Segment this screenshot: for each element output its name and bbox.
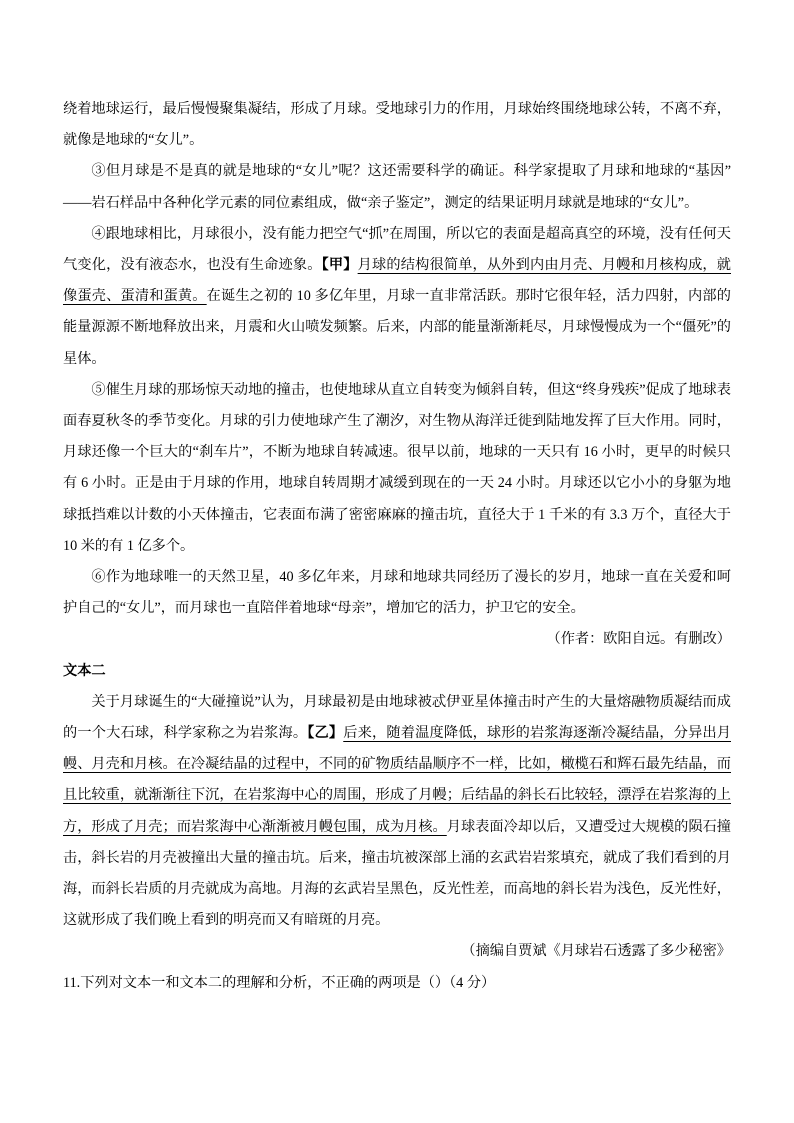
underlined-sentence-yi: 后来，随着温度降低，球形的岩浆海逐渐冷凝结晶，分异出月幔、月壳和月核。在冷凝结晶的过程中，不同的矿物质结晶顺序不一样，比如，橄榄石和辉石最先结晶，而且比较重，就渐渐往下沉，在岩浆海中心的周围，形成了月幔；后结晶的斜长石比较轻，漂浮在岩浆海的上方，形成了月壳；而岩浆海中心渐渐被月幔包围，成为月核。: [63, 725, 731, 835]
paragraph-2-continuation: [63, 94, 731, 156]
document-content: [63, 94, 731, 999]
text-one-attribution: [63, 624, 731, 655]
text-run: 在诞生之初的 10 多亿年里，月球一直非常活跃。那时它很年轻，活力四射，内部的能量源源不断地释放出来，月震和火山喷发频繁。后来，内部的能量渐渐耗尽，月球慢慢成为一个“僵死”的星体。: [63, 288, 731, 367]
text-run: ⑥作为地球唯一的天然卫星，40 多亿年来，月球和地球共同经历了漫长的岁月，地球一直在关爱和呵护自己的“女儿”，而月球也一直陪伴着地球“母亲”，增加它的活力，护卫它的安全。: [63, 569, 731, 617]
text-two-heading: [63, 656, 731, 687]
text-run: ③但月球是不是真的就是地球的“女儿”呢？这还需要科学的确证。科学家提取了月球和地球的“基因”——岩石样品中各种化学元素的同位素组成，做“亲子鉴定”，测定的结果证明月球就是地球的“女儿”。: [63, 163, 731, 211]
question-text: 11.下列对文本一和文本二的理解和分析，不正确的两项是（）（4 分）: [63, 974, 496, 991]
marker-jia: 【甲】: [321, 257, 358, 274]
paragraph-4: [63, 219, 731, 375]
paragraph-6: [63, 562, 731, 624]
question-11: [63, 968, 731, 999]
paragraph-5: [63, 375, 731, 562]
text-run: ④跟地球相比，月球很小，没有能力把空气“抓”在周围，所以它的表面是超高真空的环境，没有任何天气变化，没有液态水，也没有生命迹象。: [63, 225, 731, 274]
underlined-sentence-jia: 月球的结构很简单，从外到内由月壳、月幔和月核构成，就像蛋壳、蛋清和蛋黄。: [63, 257, 731, 305]
attribution-text: （作者：欧阳自远。有删改）: [546, 631, 731, 648]
attribution-text: （摘编自贾斌《月球岩石透露了多少秘密》: [461, 943, 731, 960]
heading-text: 文本二: [63, 662, 106, 679]
text-two-paragraph: [63, 687, 731, 937]
paragraph-3: [63, 156, 731, 218]
text-run: 关于月球诞生的“大碰撞说”认为，月球最初是由地球被忒伊亚星体撞击时产生的大量熔融物质凝结而成的一个大石球，科学家称之为岩浆海。: [63, 693, 731, 742]
marker-yi: 【乙】: [307, 725, 344, 742]
text-run: 月球表面冷却以后，又遭受过大规模的陨石撞击，斜长岩的月壳被撞出大量的撞击坑。后来，撞击坑被深部上涌的玄武岩岩浆填充，就成了我们看到的月海，而斜长岩质的月壳就成为高地。月海的玄武岩呈黑色，反光性差，而高地的斜长岩为浅色，反光性好，这就形成了我们晚上看到的明亮而又有暗斑的月亮。: [63, 818, 731, 929]
text-two-attribution: [63, 936, 731, 967]
text-run: 绕着地球运行，最后慢慢聚集凝结，形成了月球。受地球引力的作用，月球始终围绕地球公转，不离不弃，就像是地球的“女儿”。: [63, 101, 731, 149]
text-run: ⑤催生月球的那场惊天动地的撞击，也使地球从直立自转变为倾斜自转，但这“终身残疾”促成了地球表面春夏秋冬的季节变化。月球的引力使地球产生了潮汐，对生物从海洋迁徙到陆地发挥了巨大作用。同时，月球还像一个巨大的“刹车片”，不断为地球自转减速。很早以前，地球的一天只有 16 小时，更早的时候只有 6 小时。正是由于月球的作用，地球自转周期才减缓到现在的一天 24 小时。月球还以它小小的身躯为地球抵挡难以计数的小天体撞击，它表面布满了密密麻麻的撞击坑，直径大于 1 千米的有 3.3 万个，直径大于 10 米的有 1 亿多个。: [63, 381, 731, 554]
